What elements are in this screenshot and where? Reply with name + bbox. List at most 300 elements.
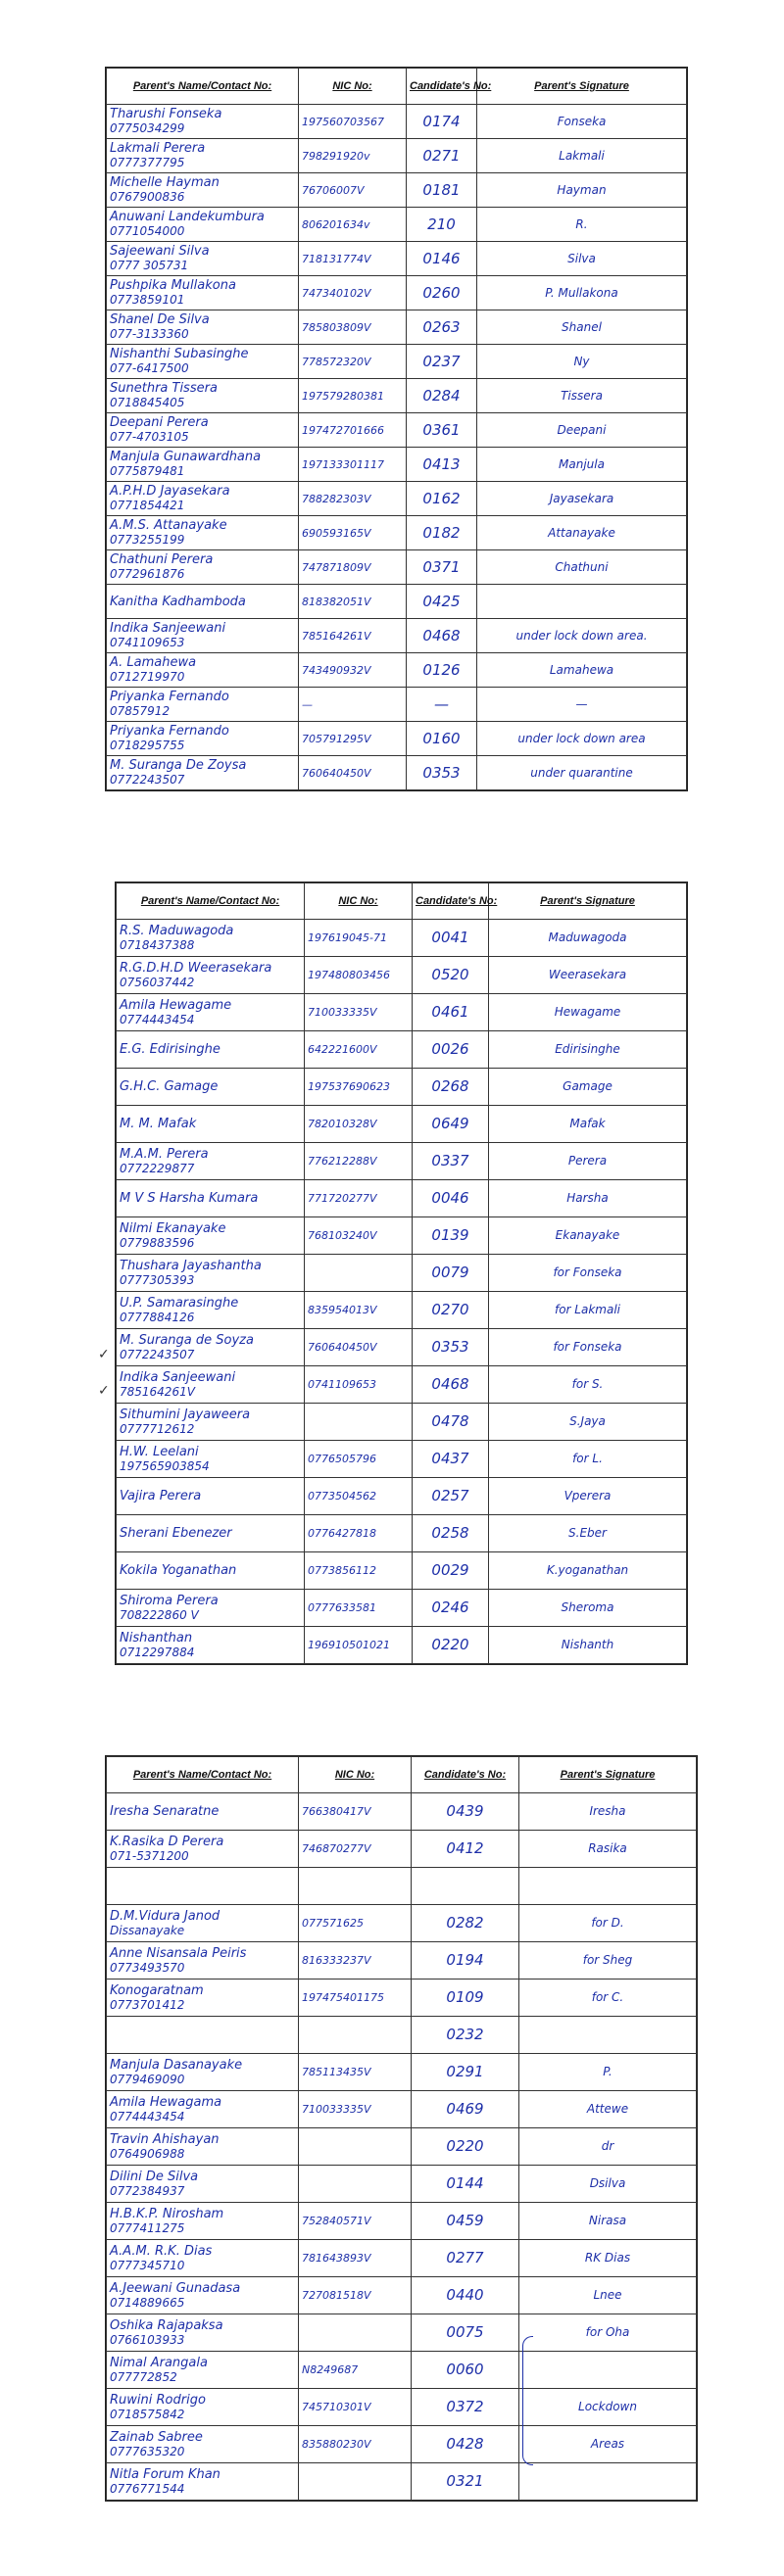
parent-signature: Attanayake	[477, 516, 687, 550]
parent-name: Anuwani Landekumbura	[110, 210, 265, 224]
parent-name: Lakmali Perera	[110, 141, 206, 156]
candidate-number: 0258	[413, 1515, 489, 1552]
table-row	[107, 208, 687, 242]
name-contact-cell	[107, 2463, 299, 2501]
contact-number: 0718295755	[110, 739, 185, 752]
name-contact-cell	[117, 1143, 305, 1180]
parent-signature: Lnee	[519, 2277, 697, 2314]
contact-number: 0756037442	[120, 975, 195, 989]
candidate-number: 0282	[412, 1905, 519, 1942]
nic-number: 743490932V	[299, 653, 407, 688]
table-row	[107, 1868, 697, 1905]
margin-tick-mark: ✓	[98, 1347, 110, 1362]
contact-number: 0767900836	[110, 190, 185, 204]
table-row	[117, 994, 687, 1031]
col-header-nic: NIC No:	[299, 1757, 412, 1793]
name-contact-cell	[107, 173, 299, 208]
nic-number: 835954013V	[305, 1292, 413, 1329]
parent-signature: Deepani	[477, 413, 687, 448]
table-row	[117, 1255, 687, 1292]
parent-signature: R.	[477, 208, 687, 242]
contact-number: 0718437388	[120, 937, 195, 952]
table-row	[107, 722, 687, 756]
parent-name: Chathuni Perera	[110, 552, 214, 567]
name-contact-cell	[107, 756, 299, 790]
parent-signature: Lamahewa	[477, 653, 687, 688]
register-sheet-1	[105, 67, 688, 791]
name-contact-cell	[107, 585, 299, 619]
contact-number: 0772229877	[120, 1161, 195, 1175]
col-header-candidate: Candidate's No:	[412, 1757, 519, 1793]
name-contact-cell	[107, 1905, 299, 1942]
nic-number: 705791295V	[299, 722, 407, 756]
nic-number: 0776427818	[305, 1515, 413, 1552]
parent-signature: Gamage	[489, 1069, 687, 1106]
nic-number: 0773504562	[305, 1478, 413, 1515]
parent-signature: Dsilva	[519, 2166, 697, 2203]
nic-number: 760640450V	[305, 1329, 413, 1366]
table-row	[107, 1942, 697, 1980]
parent-signature: Fonseka	[477, 105, 687, 139]
table-row	[117, 1031, 687, 1069]
name-contact-cell	[107, 550, 299, 585]
name-contact-cell	[107, 1793, 299, 1831]
table-header-row	[107, 1757, 697, 1793]
contact-number: 0777305393	[120, 1272, 195, 1287]
parent-name: Nimal Arangala	[110, 2355, 208, 2370]
name-contact-cell	[107, 379, 299, 413]
nic-number: 752840571V	[299, 2203, 412, 2240]
table-row	[107, 139, 687, 173]
parent-signature	[519, 1868, 697, 1905]
parent-name: M. Suranga De Zoysa	[110, 758, 247, 773]
nic-number: 0777633581	[305, 1590, 413, 1627]
parent-name: Amila Hewagame	[120, 997, 232, 1013]
table-row	[107, 2426, 697, 2463]
parent-name: Indika Sanjeewani	[110, 621, 226, 636]
nic-number: N8249687	[299, 2352, 412, 2389]
candidate-number: 0079	[413, 1255, 489, 1292]
table-row	[107, 756, 687, 790]
nic-number: 806201634v	[299, 208, 407, 242]
name-contact-cell	[117, 1031, 305, 1069]
parent-signature: under lock down area	[477, 722, 687, 756]
parent-name: M.A.M. Perera	[120, 1146, 209, 1162]
nic-number: 766380417V	[299, 1793, 412, 1831]
table-row	[107, 1793, 697, 1831]
contact-number: 0766103933	[110, 2332, 185, 2347]
candidate-number: 0520	[413, 957, 489, 994]
name-contact-cell	[107, 1831, 299, 1868]
candidate-number: 0468	[413, 1366, 489, 1404]
nic-number	[299, 1868, 412, 1905]
table-row	[107, 2352, 697, 2389]
parent-signature: Shanel	[477, 310, 687, 345]
candidate-number: 0246	[413, 1590, 489, 1627]
candidate-number: 0461	[413, 994, 489, 1031]
parent-signature: P. Mullakona	[477, 276, 687, 310]
parent-name: Anne Nisansala Peiris	[110, 1945, 247, 1961]
name-contact-cell	[107, 2017, 299, 2054]
candidate-number: 0220	[412, 2128, 519, 2166]
parent-name: Priyanka Fernando	[110, 690, 229, 704]
table-row	[117, 1106, 687, 1143]
candidate-number: 0232	[412, 2017, 519, 2054]
table-row	[107, 379, 687, 413]
parent-name: Ruwini Rodrigo	[110, 2392, 206, 2408]
nic-number: 785113435V	[299, 2054, 412, 2091]
table-row	[107, 2091, 697, 2128]
col-header-signature: Parent's Signature	[489, 883, 687, 920]
parent-name: E.G. Edirisinghe	[120, 1042, 220, 1057]
candidate-number: 0277	[412, 2240, 519, 2277]
parent-name: H.B.K.P. Nirosham	[110, 2206, 224, 2221]
name-contact-cell	[107, 345, 299, 379]
name-contact-cell	[117, 1478, 305, 1515]
nic-number: 710033335V	[299, 2091, 412, 2128]
contact-number: 0773859101	[110, 293, 185, 307]
parent-signature: Maduwagoda	[489, 920, 687, 957]
table-row	[107, 2054, 697, 2091]
parent-signature: Chathuni	[477, 550, 687, 585]
name-contact-cell	[107, 448, 299, 482]
attendance-table-1	[106, 68, 687, 790]
parent-name: Sajeewani Silva	[110, 244, 210, 259]
name-contact-cell	[107, 2240, 299, 2277]
parent-signature: Perera	[489, 1143, 687, 1180]
table-row	[117, 1217, 687, 1255]
parent-signature: for Fonseka	[489, 1255, 687, 1292]
col-header-name: Parent's Name/Contact No:	[117, 883, 305, 920]
candidate-number	[412, 1868, 519, 1905]
parent-signature: Hewagame	[489, 994, 687, 1031]
name-contact-cell	[107, 276, 299, 310]
name-contact-cell	[107, 2426, 299, 2463]
table-row	[117, 1590, 687, 1627]
contact-number: 0777345710	[110, 2258, 185, 2272]
col-header-name: Parent's Name/Contact No:	[107, 69, 299, 105]
table-row	[107, 2389, 697, 2426]
parent-name: Tharushi Fonseka	[110, 107, 222, 121]
table-header-row	[107, 69, 687, 105]
nic-number: —	[299, 688, 407, 722]
table-row	[107, 345, 687, 379]
register-sheet-3	[105, 1755, 698, 2502]
candidate-number: 0146	[407, 242, 477, 276]
parent-signature: Hayman	[477, 173, 687, 208]
nic-number: 077571625	[299, 1905, 412, 1942]
table-row	[117, 1552, 687, 1590]
parent-signature: Iresha	[519, 1793, 697, 1831]
nic-number: 197619045-71	[305, 920, 413, 957]
candidate-number: 0425	[407, 585, 477, 619]
table-row	[107, 482, 687, 516]
name-contact-cell	[107, 139, 299, 173]
parent-signature: Ny	[477, 345, 687, 379]
parent-name: Pushpika Mullakona	[110, 278, 236, 293]
contact-number: 077-3133360	[110, 327, 189, 341]
contact-number: 0773493570	[110, 1960, 185, 1975]
name-contact-cell	[117, 994, 305, 1031]
candidate-number: 0174	[407, 105, 477, 139]
parent-signature: for L.	[489, 1441, 687, 1478]
parent-signature: Nirasa	[519, 2203, 697, 2240]
candidate-number: 0321	[412, 2463, 519, 2501]
table-row	[107, 1831, 697, 1868]
name-contact-cell	[107, 2203, 299, 2240]
name-contact-cell	[107, 482, 299, 516]
candidate-number: 0412	[412, 1831, 519, 1868]
contact-number: 0772243507	[120, 1347, 195, 1361]
nic-number: 197480803456	[305, 957, 413, 994]
parent-signature: for C.	[519, 1980, 697, 2017]
contact-number: 0777377795	[110, 156, 185, 169]
parent-name: M. M. Mafak	[120, 1117, 197, 1131]
table-row	[107, 1905, 697, 1942]
parent-signature: K.yoganathan	[489, 1552, 687, 1590]
table-row	[107, 619, 687, 653]
nic-number: 745710301V	[299, 2389, 412, 2426]
name-contact-cell	[117, 1627, 305, 1664]
contact-number: 0779469090	[110, 2072, 185, 2086]
parent-signature: for Sheg	[519, 1942, 697, 1980]
parent-signature: Ekanayake	[489, 1217, 687, 1255]
parent-name: Oshika Rajapaksa	[110, 2317, 223, 2333]
parent-name: M. Suranga de Soyza	[120, 1332, 254, 1348]
table-row	[107, 173, 687, 208]
candidate-number: 0139	[413, 1217, 489, 1255]
name-contact-cell	[107, 2277, 299, 2314]
nic-number: 197472701666	[299, 413, 407, 448]
contact-number: 0772961876	[110, 567, 185, 581]
nic-number: 747340102V	[299, 276, 407, 310]
candidate-number: 0361	[407, 413, 477, 448]
parent-signature: Mafak	[489, 1106, 687, 1143]
parent-signature: for Lakmali	[489, 1292, 687, 1329]
contact-number: 197565903854	[120, 1458, 210, 1473]
table-row	[107, 2277, 697, 2314]
parent-signature: Edirisinghe	[489, 1031, 687, 1069]
table-row	[117, 957, 687, 994]
parent-name: A. Lamahewa	[110, 655, 197, 670]
candidate-number: 0220	[413, 1627, 489, 1664]
parent-name: Vajira Perera	[120, 1489, 202, 1503]
col-header-signature: Parent's Signature	[477, 69, 687, 105]
nic-number: 768103240V	[305, 1217, 413, 1255]
parent-name: Sherani Ebenezer	[120, 1526, 232, 1541]
candidate-number: —	[407, 688, 477, 722]
table-row	[107, 550, 687, 585]
col-header-nic: NIC No:	[305, 883, 413, 920]
name-contact-cell	[117, 1255, 305, 1292]
name-contact-cell	[107, 688, 299, 722]
nic-number: 747871809V	[299, 550, 407, 585]
candidate-number: 0109	[412, 1980, 519, 2017]
parent-name: Nishanthi Subasinghe	[110, 347, 249, 361]
nic-number: 0776505796	[305, 1441, 413, 1478]
candidate-number: 0291	[412, 2054, 519, 2091]
parent-signature: for Oha	[519, 2314, 697, 2352]
nic-number: 710033335V	[305, 994, 413, 1031]
parent-name: Michelle Hayman	[110, 175, 220, 190]
parent-signature: S.Jaya	[489, 1404, 687, 1441]
nic-number: 818382051V	[299, 585, 407, 619]
candidate-number: 0237	[407, 345, 477, 379]
nic-number: 785164261V	[299, 619, 407, 653]
contact-number: 0777 305731	[110, 259, 189, 272]
table-row	[107, 585, 687, 619]
parent-name: Zainab Sabree	[110, 2429, 203, 2445]
candidate-number: 0194	[412, 1942, 519, 1980]
parent-signature: P.	[519, 2054, 697, 2091]
contact-number: 0773701412	[110, 1997, 185, 2012]
parent-signature: RK Dias	[519, 2240, 697, 2277]
parent-name: Nishanthan	[120, 1630, 193, 1646]
table-row	[107, 413, 687, 448]
parent-signature	[519, 2352, 697, 2389]
table-row	[107, 276, 687, 310]
name-contact-cell	[117, 1404, 305, 1441]
contact-number: 0772384937	[110, 2183, 185, 2198]
candidate-number: 0459	[412, 2203, 519, 2240]
candidate-number: 0029	[413, 1552, 489, 1590]
col-header-nic: NIC No:	[299, 69, 407, 105]
table-row	[107, 2166, 697, 2203]
nic-number: 197537690623	[305, 1069, 413, 1106]
candidate-number: 0649	[413, 1106, 489, 1143]
table-row	[117, 1180, 687, 1217]
parent-signature: Attewe	[519, 2091, 697, 2128]
table-row	[117, 1329, 687, 1366]
table-row	[107, 653, 687, 688]
name-contact-cell	[107, 2389, 299, 2426]
parent-name: G.H.C. Gamage	[120, 1079, 219, 1094]
name-contact-cell	[107, 2054, 299, 2091]
nic-number	[299, 2166, 412, 2203]
table-row	[107, 448, 687, 482]
attendance-table-3	[106, 1756, 697, 2501]
col-header-name: Parent's Name/Contact No:	[107, 1757, 299, 1793]
nic-number: 690593165V	[299, 516, 407, 550]
contact-number: 0712297884	[120, 1645, 195, 1659]
parent-signature: for S.	[489, 1366, 687, 1404]
candidate-number: 0263	[407, 310, 477, 345]
table-row	[117, 1292, 687, 1329]
candidate-number: 0060	[412, 2352, 519, 2389]
parent-name: Dilini De Silva	[110, 2169, 199, 2184]
nic-number: 782010328V	[305, 1106, 413, 1143]
parent-name: R.S. Maduwagoda	[120, 923, 234, 938]
nic-number: 197579280381	[299, 379, 407, 413]
table-row	[107, 2463, 697, 2501]
parent-name: Deepani Perera	[110, 415, 209, 430]
nic-number	[299, 2314, 412, 2352]
name-contact-cell	[117, 1590, 305, 1627]
nic-number: 0773856112	[305, 1552, 413, 1590]
nic-number: 798291920v	[299, 139, 407, 173]
table-row	[107, 310, 687, 345]
contact-number: 0775034299	[110, 121, 185, 135]
parent-name: M V S Harsha Kumara	[120, 1191, 259, 1206]
col-header-candidate: Candidate's No:	[413, 883, 489, 920]
parent-name: A.Jeewani Gunadasa	[110, 2280, 241, 2296]
nic-number: 196910501021	[305, 1627, 413, 1664]
parent-signature: dr	[519, 2128, 697, 2166]
parent-name: Indika Sanjeewani	[120, 1369, 236, 1385]
parent-name: Kanitha Kadhamboda	[110, 594, 246, 609]
name-contact-cell	[117, 1329, 305, 1366]
name-contact-cell	[107, 722, 299, 756]
parent-name: R.G.D.H.D Weerasekara	[120, 960, 272, 976]
name-contact-cell	[107, 2091, 299, 2128]
nic-number: 776212288V	[305, 1143, 413, 1180]
parent-signature: for Fonseka	[489, 1329, 687, 1366]
candidate-number: 0271	[407, 139, 477, 173]
parent-name: Nitla Forum Khan	[110, 2466, 220, 2482]
parent-signature: Rasika	[519, 1831, 697, 1868]
nic-number: 816333237V	[299, 1942, 412, 1980]
candidate-number: 0160	[407, 722, 477, 756]
parent-signature: Lockdown	[519, 2389, 697, 2426]
contact-number: 077-6417500	[110, 361, 189, 375]
parent-signature: Jayasekara	[477, 482, 687, 516]
table-row	[117, 1143, 687, 1180]
nic-number: 197133301117	[299, 448, 407, 482]
candidate-number: 0260	[407, 276, 477, 310]
contact-number: 0777884126	[120, 1310, 195, 1324]
parent-name: Sithumini Jayaweera	[120, 1407, 251, 1422]
parent-signature: Weerasekara	[489, 957, 687, 994]
candidate-number: 0182	[407, 516, 477, 550]
table-row	[117, 1069, 687, 1106]
table-row	[117, 1404, 687, 1441]
table-row	[117, 1366, 687, 1404]
candidate-number: 0478	[413, 1404, 489, 1441]
parent-signature: Vperera	[489, 1478, 687, 1515]
margin-tick-mark: ✓	[98, 1383, 110, 1399]
candidate-number: 0257	[413, 1478, 489, 1515]
candidate-number: 0337	[413, 1143, 489, 1180]
name-contact-cell	[117, 957, 305, 994]
nic-number: 718131774V	[299, 242, 407, 276]
contact-number: 07857912	[110, 704, 171, 718]
attendance-table-2	[116, 883, 687, 1664]
parent-name: A.A.M. R.K. Dias	[110, 2243, 213, 2259]
candidate-number: 0428	[412, 2426, 519, 2463]
parent-signature: under lock down area.	[477, 619, 687, 653]
candidate-number: 0144	[412, 2166, 519, 2203]
name-contact-cell	[117, 920, 305, 957]
candidate-number: 0353	[407, 756, 477, 790]
parent-name: Konogaratnam	[110, 1982, 204, 1998]
candidate-number: 0162	[407, 482, 477, 516]
parent-name: Shiroma Perera	[120, 1593, 219, 1608]
name-contact-cell	[107, 310, 299, 345]
parent-name: D.M.Vidura Janod	[110, 1908, 220, 1924]
name-contact-cell	[107, 1942, 299, 1980]
parent-signature: Areas	[519, 2426, 697, 2463]
parent-signature: —	[477, 688, 687, 722]
name-contact-cell	[107, 2128, 299, 2166]
contact-number: 077772852	[110, 2369, 177, 2384]
nic-number	[305, 1404, 413, 1441]
parent-name: Manjula Dasanayake	[110, 2057, 243, 2073]
name-contact-cell	[117, 1069, 305, 1106]
parent-name: Travin Ahishayan	[110, 2131, 220, 2147]
parent-name: Shanel De Silva	[110, 312, 210, 327]
contact-number: 0776771544	[110, 2481, 185, 2496]
table-row	[107, 2314, 697, 2352]
